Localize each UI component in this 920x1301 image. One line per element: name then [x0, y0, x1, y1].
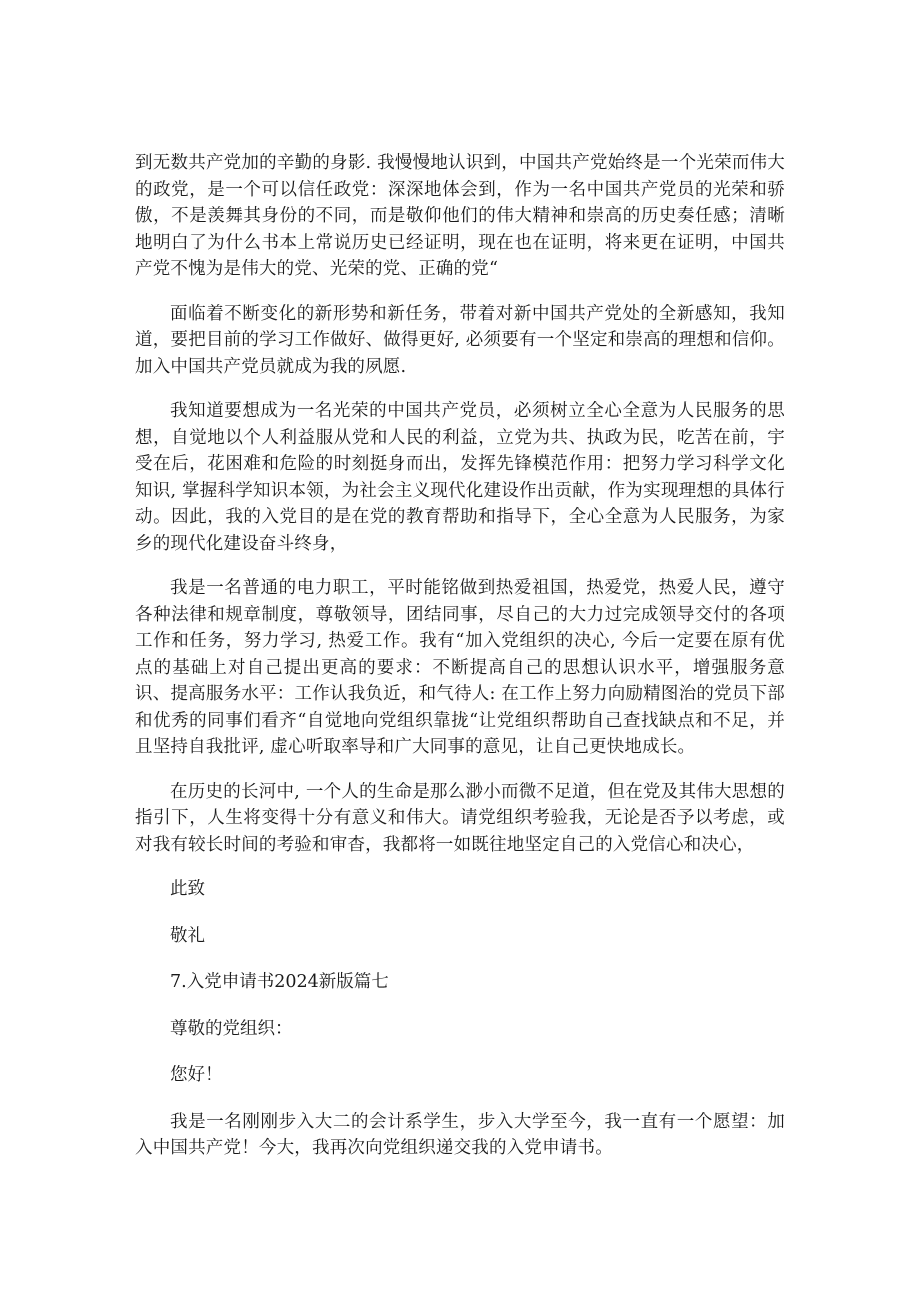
salutation: 尊敬的党组织： [170, 1018, 293, 1039]
paragraph-5: 在历史的长河中, 一个人的生命是那么渺小而微不足道，但在党及其伟大思想的指引下，人生将变得十分有意义和伟大。请党组织考验我，无论是否予以考虑，或对我有较长时间的考验和审杳，我都将一如既往地坚定自己的入党信心和决心， [135, 781, 785, 855]
paragraph-2: 面临着不断变化的新形势和新任务，带着对新中国共产党处的全新感知，我知道，要把目前的学习工作做好、做得更好, 必须要有一个坚定和崇高的理想和信仰。加入中国共产党员就成为我的夙愿. [135, 303, 785, 377]
paragraph-1: 到无数共产党加的辛勤的身影. 我慢慢地认识到，中国共产党始终是一个光荣而伟大的政党，是一个可以信任政党：深深地体会到，作为一名中国共产党员的光荣和骄傲，不是羡舞其身份的不同，而是敬仰他们的伟大精神和崇高的历史奏任感；清晰地明白了为什么书本上常说历史已经证明，现在也在证明，将来更在证明，中国共产党不愧为是伟大的党、光荣的党、正确的党“ [135, 153, 785, 279]
paragraph-4: 我是一名普通的电力职工，平时能铭做到热爱祖国，热爱党，热爱人民，遵守各种法律和规章制度，尊敬领导，团结同事，尽自己的大力过完成领导交付的各项工作和任务，努力学习, 热爱工作。我有“加入党组织的决心, 今后一定要在原有优点的基础上对自己提出更高的要求：不断提高自己的思想认识水平，增强服务意识、提高服务水平：工作认我负近，和气待人: 在工作上努力向励精图治的党员下部和优秀的同事们看齐“自觉地向党组织靠拢“让党组织帮助自己查找缺点和不足，并且坚持自我批评, 虚心听取率导和广大同事的意见，让自己更快地成长。 [135, 578, 785, 757]
greeting: 您好！ [170, 1065, 223, 1085]
section-heading: 7.入党申请书2024新版篇七 [170, 972, 389, 992]
document-page [135, 150, 785, 1180]
closing-jing-li: 敬礼 [170, 925, 205, 946]
final-paragraph: 我是一名刚刚步入大二的会计系学生，步入大学至今，我一直有一个愿望：加入中国共产党！今大，我再次向党组织递交我的入党申请书。 [135, 1111, 785, 1158]
closing-ci-zhi: 此致 [170, 879, 205, 899]
paragraph-3: 我知道要想成为一名光荣的中国共产党员，必须树立全心全意为人民服务的思想，自觉地以个人利益服从党和人民的利益，立党为共、执政为民，吃苦在前，宇受在后，花困难和危险的时刻挺身而出，发挥先锋模范作用：把努力学习科学文化知识, 掌握科学知识本领，为社会主义现代化建设作出贡献，作为实现理想的具体行动。因此，我的入党目的是在党的教育帮助和指导下，全心全意为人民服务，为家乡的现代化建设奋斗终身， [135, 401, 785, 554]
